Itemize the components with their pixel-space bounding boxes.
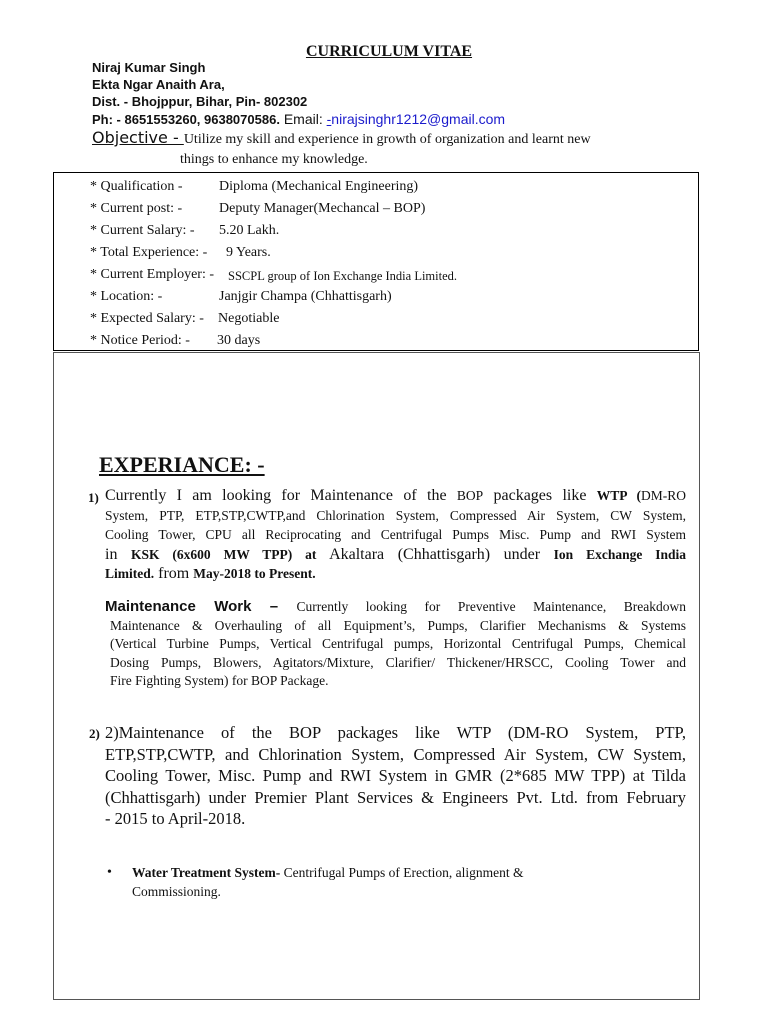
detail-total-experience: * Total Experience: - 9 Years.: [90, 245, 271, 260]
bullet-water-treatment: Water Treatment System- Centrifugal Pumps of Erection, alignment & Commissioning.: [132, 865, 524, 899]
detail-expected-salary: * Expected Salary: - Negotiable: [90, 311, 280, 326]
email-link[interactable]: -nirajsinghr1212@gmail.com: [326, 111, 506, 127]
item-2-paragraph: 2)Maintenance of the BOP packages like WTP (DM-RO System, PTP, ETP,STP,CWTP, and Chlorination System, Compressed Air System, CW System, Cooling Tower, Misc. Pump and RWI System in GMR (2*685 MW TPP) at Tilda (Chhattisgarh) under Premier Plant Services & Engineers Pvt. Ltd. from February - 2015 to April-2018.: [105, 723, 686, 828]
detail-notice-period: * Notice Period: - 30 days: [90, 333, 261, 348]
document-title: CURRICULUM VITAE: [305, 43, 473, 60]
candidate-name: Niraj Kumar Singh: [92, 60, 206, 75]
item-1-paragraph: Currently I am looking for Maintenance of the BOP packages like WTP (DM-RO System, PTP, ETP,STP,CWTP,and Chlorination System, Compressed Air System, CW System, Cooling Tower, CPU all Reciprocating and Centrifugal Pumps Misc. Pump and RWI System in KSK (6x600 MW TPP) at Akaltara (Chhattisgarh) under Ion Exchange India Limited. from May-2018 to Present.: [105, 487, 687, 582]
email-label: Email:: [279, 111, 327, 127]
objective-text-2-wrap: [180, 151, 368, 168]
detail-location: * Location: - Janjgir Champa (Chhattisgarh): [90, 289, 392, 304]
address-line-1: Ekta Ngar Anaith Ara,: [92, 77, 225, 92]
contact-line: [92, 111, 505, 128]
detail-current-salary: * Current Salary: - 5.20 Lakh.: [90, 223, 280, 238]
objective-label: Objective -: [92, 128, 184, 147]
objective-text-2: things to enhance my knowledge.: [180, 152, 368, 167]
experience-heading: EXPERIANCE: -: [99, 452, 265, 477]
address-line-2: Dist. - Bhojppur, Bihar, Pin- 802302: [92, 94, 308, 109]
detail-current-employer: * Current Employer: - SSCPL group of Ion Exchange India Limited.: [90, 267, 458, 283]
item-2-number: 2): [89, 726, 100, 741]
maintenance-work-paragraph: Maintenance Work – Currently looking for Preventive Maintenance, Breakdown Maintenance & Overhauling of all Equipment’s, Pumps, Clarifier Mechanisms & Systems (Vertical Turbine Pumps, Vertical Centrifugal pumps, Horizontal Centrifugal Pumps, Chemical Dosing Pumps, Blowers, Agitators/Mixture, Clarifier/ Thickener/HRSCC, Cooling Tower and Fire Fighting System) for BOP Package.: [105, 598, 686, 688]
phone-numbers: Ph: - 8651553260, 9638070586.: [92, 112, 280, 127]
objective-line: [92, 130, 591, 148]
objective-text-1: Utilize my skill and experience in growth of organization and learnt new: [183, 132, 591, 147]
detail-qualification: * Qualification - Diploma (Mechanical Engineering): [90, 179, 419, 194]
bullet-icon: •: [107, 865, 112, 880]
detail-current-post: * Current post: - Deputy Manager(Mechancal – BOP): [90, 201, 426, 216]
maintenance-work-title: Maintenance Work –: [105, 598, 297, 615]
item-1-number: 1): [88, 490, 99, 505]
